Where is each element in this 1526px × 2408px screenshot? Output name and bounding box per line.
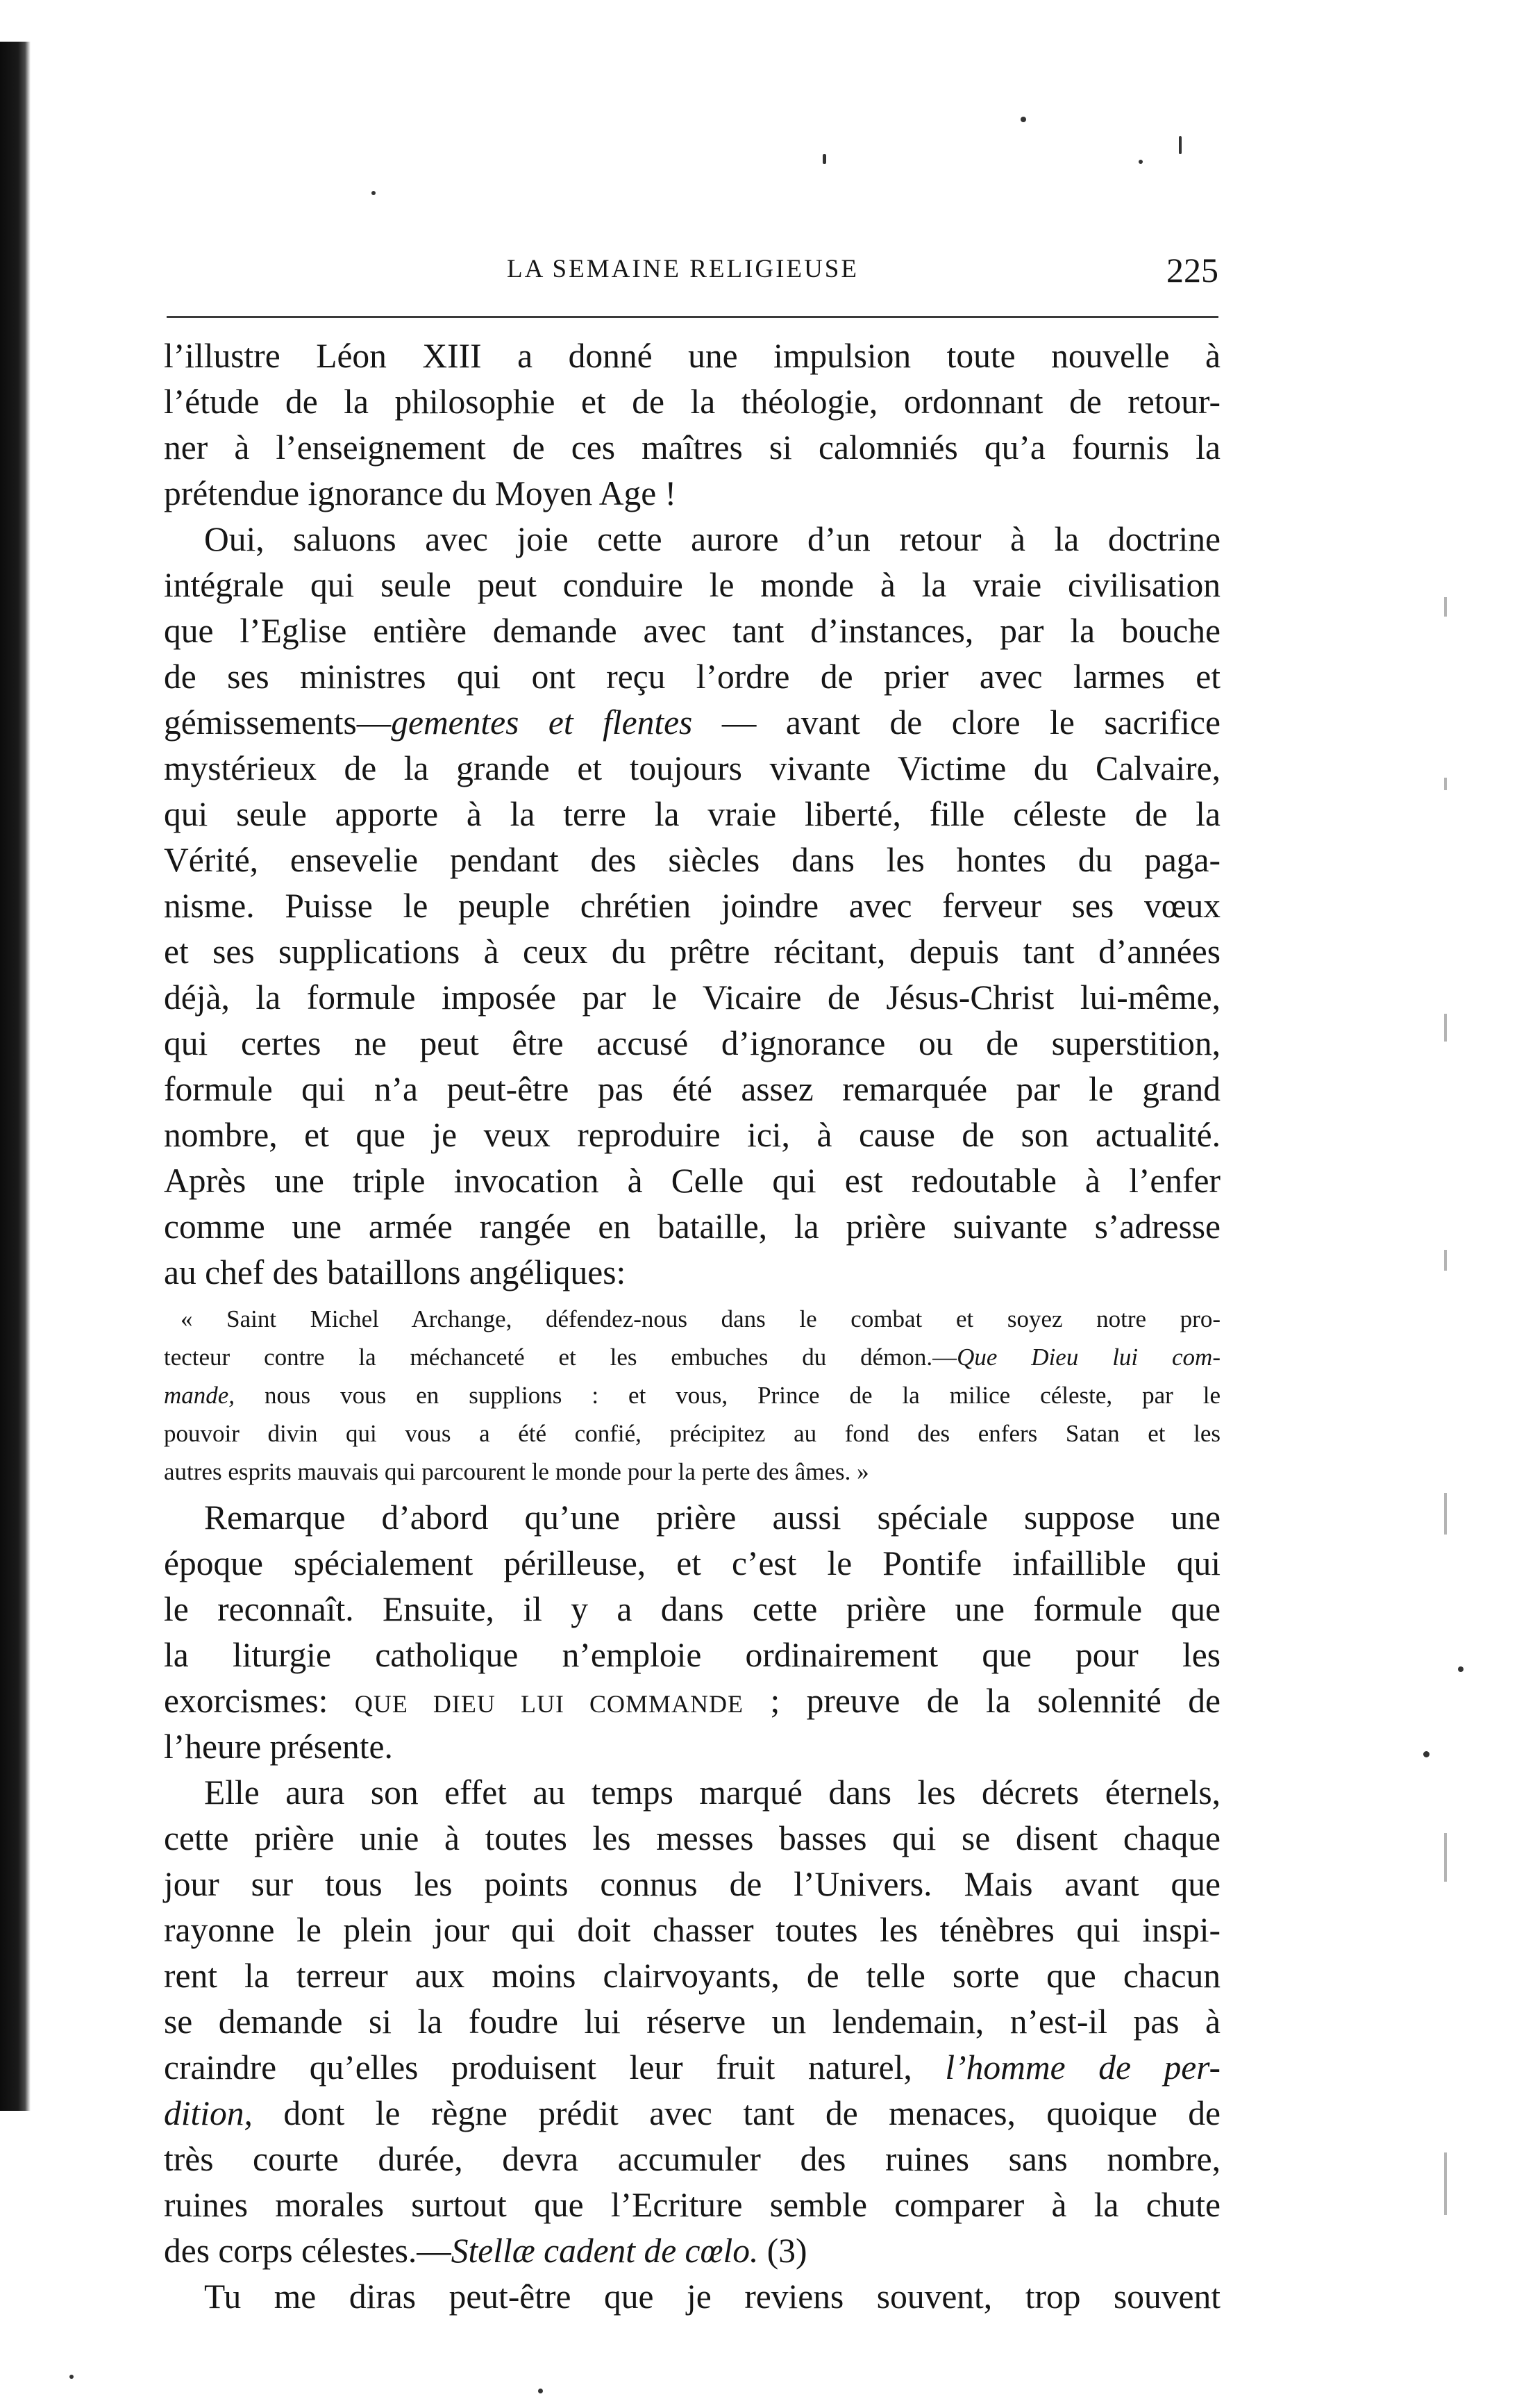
footnote-marker: (3) bbox=[758, 2232, 807, 2270]
text-line: formule qui n’a peut-être pas été assez remarquée par le grand bbox=[164, 1070, 1221, 1108]
scan-speck bbox=[1021, 117, 1026, 122]
latin-phrase: mande, bbox=[164, 1382, 235, 1409]
text-line: l’illustre Léon XIII a donné une impulsion toute nouvelle à bbox=[164, 337, 1221, 375]
paragraph bbox=[164, 2274, 1221, 2320]
scan-margin-noise bbox=[1444, 1250, 1447, 1271]
latin-phrase: gementes et flentes bbox=[391, 703, 693, 742]
text-line: prétendue ignorance du Moyen Age ! bbox=[164, 474, 677, 512]
text-line: l’étude de la philosophie et de la théologie, ordonnant de retour- bbox=[164, 383, 1221, 421]
scan-speck bbox=[1179, 136, 1182, 154]
text-line: cette prière unie à toutes les messes basses qui se disent chaque bbox=[164, 1819, 1221, 1857]
scan-binding-edge bbox=[0, 42, 31, 2111]
text-line: qui seule apporte à la terre la vraie liberté, fille céleste de la bbox=[164, 795, 1221, 833]
small-caps-phrase: QUE DIEU LUI COMMANDE bbox=[354, 1690, 744, 1718]
latin-phrase: Stellæ cadent de cœlo. bbox=[451, 2232, 759, 2270]
text-line: ruines morales surtout que l’Ecriture semble comparer à la chute bbox=[164, 2186, 1221, 2224]
text-line: Elle aura son effet au temps marqué dans les décrets éternels, bbox=[204, 1773, 1221, 1812]
text-line: jour sur tous les points connus de l’Univers. Mais avant que bbox=[164, 1865, 1221, 1903]
paragraph bbox=[164, 1770, 1221, 2274]
text-line: la liturgie catholique n’emploie ordinairement que pour les bbox=[164, 1636, 1221, 1674]
text-line bbox=[164, 700, 1221, 746]
text-line: au chef des bataillons angéliques: bbox=[164, 1253, 626, 1291]
text-line: époque spécialement périlleuse, et c’est le Pontife infaillible qui bbox=[164, 1544, 1221, 1582]
text-line: et ses supplications à ceux du prêtre récitant, depuis tant d’années bbox=[164, 933, 1221, 971]
scan-margin-noise bbox=[1444, 1014, 1447, 1042]
paragraph bbox=[164, 333, 1221, 517]
header-rule bbox=[167, 316, 1218, 318]
text-line: Oui, saluons avec joie cette aurore d’un retour à la doctrine bbox=[204, 520, 1221, 558]
quote-line: autres esprits mauvais qui parcourent le monde pour la perte des âmes. » bbox=[164, 1458, 869, 1485]
text-line: l’heure présente. bbox=[164, 1728, 393, 1766]
scan-speck bbox=[1139, 160, 1143, 164]
text-line: comme une armée rangée en bataille, la prière suivante s’adresse bbox=[164, 1207, 1221, 1246]
text-segment: exorcismes: bbox=[164, 1682, 355, 1720]
text-line bbox=[164, 2228, 1221, 2274]
running-title: LA SEMAINE RELIGIEUSE bbox=[507, 255, 859, 283]
scan-speck bbox=[1458, 1666, 1464, 1672]
text-segment: craindre qu’elles produisent leur fruit naturel, bbox=[164, 2048, 946, 2087]
quote-line bbox=[164, 1376, 1221, 1414]
scan-speck bbox=[1423, 1751, 1429, 1757]
text-line: ner à l’enseignement de ces maîtres si calomniés qu’a fournis la bbox=[164, 428, 1221, 467]
text-line: de ses ministres qui ont reçu l’ordre de prier avec larmes et bbox=[164, 658, 1221, 696]
text-segment: dont le règne prédit avec tant de menaces, quoique de bbox=[252, 2094, 1221, 2132]
quote-line: pouvoir divin qui vous a été confié, précipitez au fond des enfers Satan et les bbox=[164, 1420, 1221, 1447]
text-segment: des corps célestes.— bbox=[164, 2232, 451, 2270]
text-line: Remarque d’abord qu’une prière aussi spéciale suppose une bbox=[204, 1498, 1221, 1537]
latin-phrase: Que Dieu lui com- bbox=[957, 1344, 1221, 1371]
scan-margin-noise bbox=[1444, 778, 1447, 790]
text-line bbox=[164, 2045, 1221, 2091]
text-line: déjà, la formule imposée par le Vicaire de Jésus-Christ lui-même, bbox=[164, 978, 1221, 1017]
text-line: Après une triple invocation à Celle qui est redoutable à l’enfer bbox=[164, 1162, 1221, 1200]
prayer-quote bbox=[164, 1300, 1221, 1491]
text-segment: gémissements— bbox=[164, 703, 392, 742]
quote-line bbox=[164, 1338, 1221, 1376]
text-segment: nous vous en supplions : et vous, Prince de la milice céleste, par le bbox=[235, 1382, 1221, 1409]
text-line: rayonne le plein jour qui doit chasser toutes les ténèbres qui inspi- bbox=[164, 1911, 1221, 1949]
scan-speck bbox=[69, 2375, 74, 2379]
page-header bbox=[167, 250, 1218, 292]
text-line: que l’Eglise entière demande avec tant d’instances, par la bouche bbox=[164, 612, 1221, 650]
quote-line: « Saint Michel Archange, défendez-nous dans le combat et soyez notre pro- bbox=[181, 1305, 1221, 1332]
page-number: 225 bbox=[1166, 251, 1218, 290]
text-line: Tu me diras peut-être que je reviens souvent, trop souvent bbox=[204, 2277, 1221, 2316]
text-line: mystérieux de la grande et toujours vivante Victime du Calvaire, bbox=[164, 749, 1221, 787]
text-segment: — avant de clore le sacrifice bbox=[692, 703, 1221, 742]
text-line: nombre, et que je veux reproduire ici, à cause de son actualité. bbox=[164, 1116, 1221, 1154]
italic-phrase: dition, bbox=[164, 2094, 253, 2132]
paragraph bbox=[164, 517, 1221, 1296]
scan-margin-noise bbox=[1444, 597, 1447, 617]
text-line: nisme. Puisse le peuple chrétien joindre avec ferveur ses vœux bbox=[164, 887, 1221, 925]
text-line: rent la terreur aux moins clairvoyants, de telle sorte que chacun bbox=[164, 1957, 1221, 1995]
text-line: intégrale qui seule peut conduire le monde à la vraie civilisation bbox=[164, 566, 1221, 604]
scan-margin-noise bbox=[1444, 1493, 1447, 1535]
text-line: qui certes ne peut être accusé d’ignorance ou de superstition, bbox=[164, 1024, 1221, 1062]
scan-speck bbox=[371, 191, 376, 195]
text-line: se demande si la foudre lui réserve un lendemain, n’est-il pas à bbox=[164, 2003, 1221, 2041]
text-segment: tecteur contre la méchanceté et les embuches du démon.— bbox=[164, 1344, 957, 1371]
text-line: le reconnaît. Ensuite, il y a dans cette prière une formule que bbox=[164, 1590, 1221, 1628]
text-line bbox=[164, 2091, 1221, 2137]
text-line bbox=[164, 1678, 1221, 1724]
scan-margin-noise bbox=[1444, 1833, 1447, 1882]
scan-speck bbox=[538, 2389, 543, 2393]
text-segment: ; preuve de la solennité de bbox=[744, 1682, 1221, 1720]
text-line: Vérité, ensevelie pendant des siècles dans les hontes du paga- bbox=[164, 841, 1221, 879]
paragraph bbox=[164, 1495, 1221, 1770]
scan-speck bbox=[823, 154, 826, 164]
body-text bbox=[164, 333, 1221, 2320]
text-line: très courte durée, devra accumuler des ruines sans nombre, bbox=[164, 2140, 1221, 2178]
scan-margin-noise bbox=[1444, 2152, 1447, 2215]
italic-phrase: l’homme de per- bbox=[945, 2048, 1221, 2087]
